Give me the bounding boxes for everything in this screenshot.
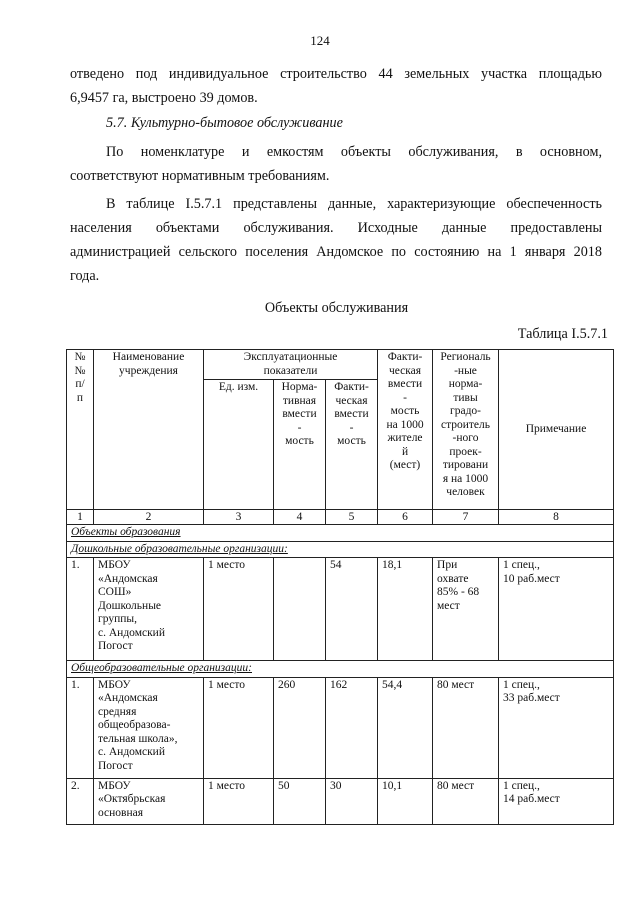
text-line: года. xyxy=(70,268,100,284)
column-number: 4 xyxy=(274,510,326,525)
cell-actual: 162 xyxy=(326,677,378,778)
header-normative: Норма- тивная вмести - мость xyxy=(274,380,326,510)
text-line: 6,9457 га, выстроено 39 домов. xyxy=(70,90,258,106)
column-number: 1 xyxy=(67,510,94,525)
table-row xyxy=(67,778,614,824)
cell-unit: 1 место xyxy=(204,778,274,824)
cell-per1000: 10,1 xyxy=(378,778,433,824)
text-line: соответствуют нормативным требованиям. xyxy=(70,168,330,184)
cell-note: 1 спец., 33 раб.мест xyxy=(499,677,614,778)
subsection-title: Дошкольные образовательные организации: xyxy=(67,541,614,558)
text-line: отведено под индивидуальное строительство 44 земельных участка площадью xyxy=(70,66,602,82)
text-line: По номенклатуре и емкостям объекты обслуживания, в основном, xyxy=(106,144,602,160)
cell-note: 1 спец., 14 раб.мест xyxy=(499,778,614,824)
cell-unit: 1 место xyxy=(204,677,274,778)
cell-num: 1. xyxy=(67,677,94,778)
cell-actual: 54 xyxy=(326,558,378,661)
text-line: населения объектами обслуживания. Исходные данные предоставлены xyxy=(70,220,602,236)
column-number-row xyxy=(67,510,614,525)
header-regional: Региональ -ные норма- тивы градо- строитель -ного проек- тировани я на 1000 человек xyxy=(433,350,499,510)
cell-actual: 30 xyxy=(326,778,378,824)
column-number: 8 xyxy=(499,510,614,525)
objects-table xyxy=(66,349,614,825)
cell-name: МБОУ «Андомская СОШ» Дошкольные группы, с. Андомский Погост xyxy=(94,558,204,661)
text-line: В таблице I.5.7.1 представлены данные, характеризующие обеспеченность xyxy=(106,196,602,212)
header-actual-per-1000: Факти- ческая вмести - мость на 1000 жителе й (мест) xyxy=(378,350,433,510)
subsection-row xyxy=(67,541,614,558)
cell-unit: 1 место xyxy=(204,558,274,661)
table-header-row xyxy=(67,350,614,380)
table-caption: Объекты обслуживания xyxy=(264,300,409,316)
section-title: Объекты образования xyxy=(67,525,614,542)
cell-num: 1. xyxy=(67,558,94,661)
cell-per1000: 18,1 xyxy=(378,558,433,661)
paragraph-nomenclature xyxy=(70,140,602,188)
cell-regional: 80 мест xyxy=(433,778,499,824)
section-heading: 5.7. Культурно-бытовое обслуживание xyxy=(106,115,343,131)
header-name: Наименование учреждения xyxy=(94,350,204,510)
header-note: Примечание xyxy=(499,350,614,510)
header-num: № № п/ п xyxy=(67,350,94,510)
column-number: 5 xyxy=(326,510,378,525)
cell-note: 1 спец., 10 раб.мест xyxy=(499,558,614,661)
paragraph-land-plots xyxy=(70,62,602,110)
page-number: 124 xyxy=(310,33,330,48)
cell-normative xyxy=(274,558,326,661)
cell-regional: 80 мест xyxy=(433,677,499,778)
header-actual: Факти- ческая вмести - мость xyxy=(326,380,378,510)
table-row xyxy=(67,558,614,661)
cell-normative: 260 xyxy=(274,677,326,778)
table-number: Таблица I.5.7.1 xyxy=(517,326,608,342)
column-number: 3 xyxy=(204,510,274,525)
header-unit: Ед. изм. xyxy=(204,380,274,510)
subsection-title: Общеобразовательные организации: xyxy=(67,661,614,678)
cell-regional: При охвате 85% - 68 мест xyxy=(433,558,499,661)
table-row xyxy=(67,677,614,778)
header-operational: Эксплуатационные показатели xyxy=(204,350,378,380)
subsection-row xyxy=(67,661,614,678)
text-line: администрацией сельского поселения Андомское по состоянию на 1 января 2018 xyxy=(70,244,602,260)
column-number: 2 xyxy=(94,510,204,525)
paragraph-table-intro xyxy=(70,192,602,288)
column-number: 7 xyxy=(433,510,499,525)
cell-per1000: 54,4 xyxy=(378,677,433,778)
cell-name: МБОУ «Андомская средняя общеобразова- тельная школа», с. Андомский Погост xyxy=(94,677,204,778)
cell-num: 2. xyxy=(67,778,94,824)
cell-normative: 50 xyxy=(274,778,326,824)
section-row xyxy=(67,525,614,542)
column-number: 6 xyxy=(378,510,433,525)
cell-name: МБОУ «Октябрьская основная xyxy=(94,778,204,824)
